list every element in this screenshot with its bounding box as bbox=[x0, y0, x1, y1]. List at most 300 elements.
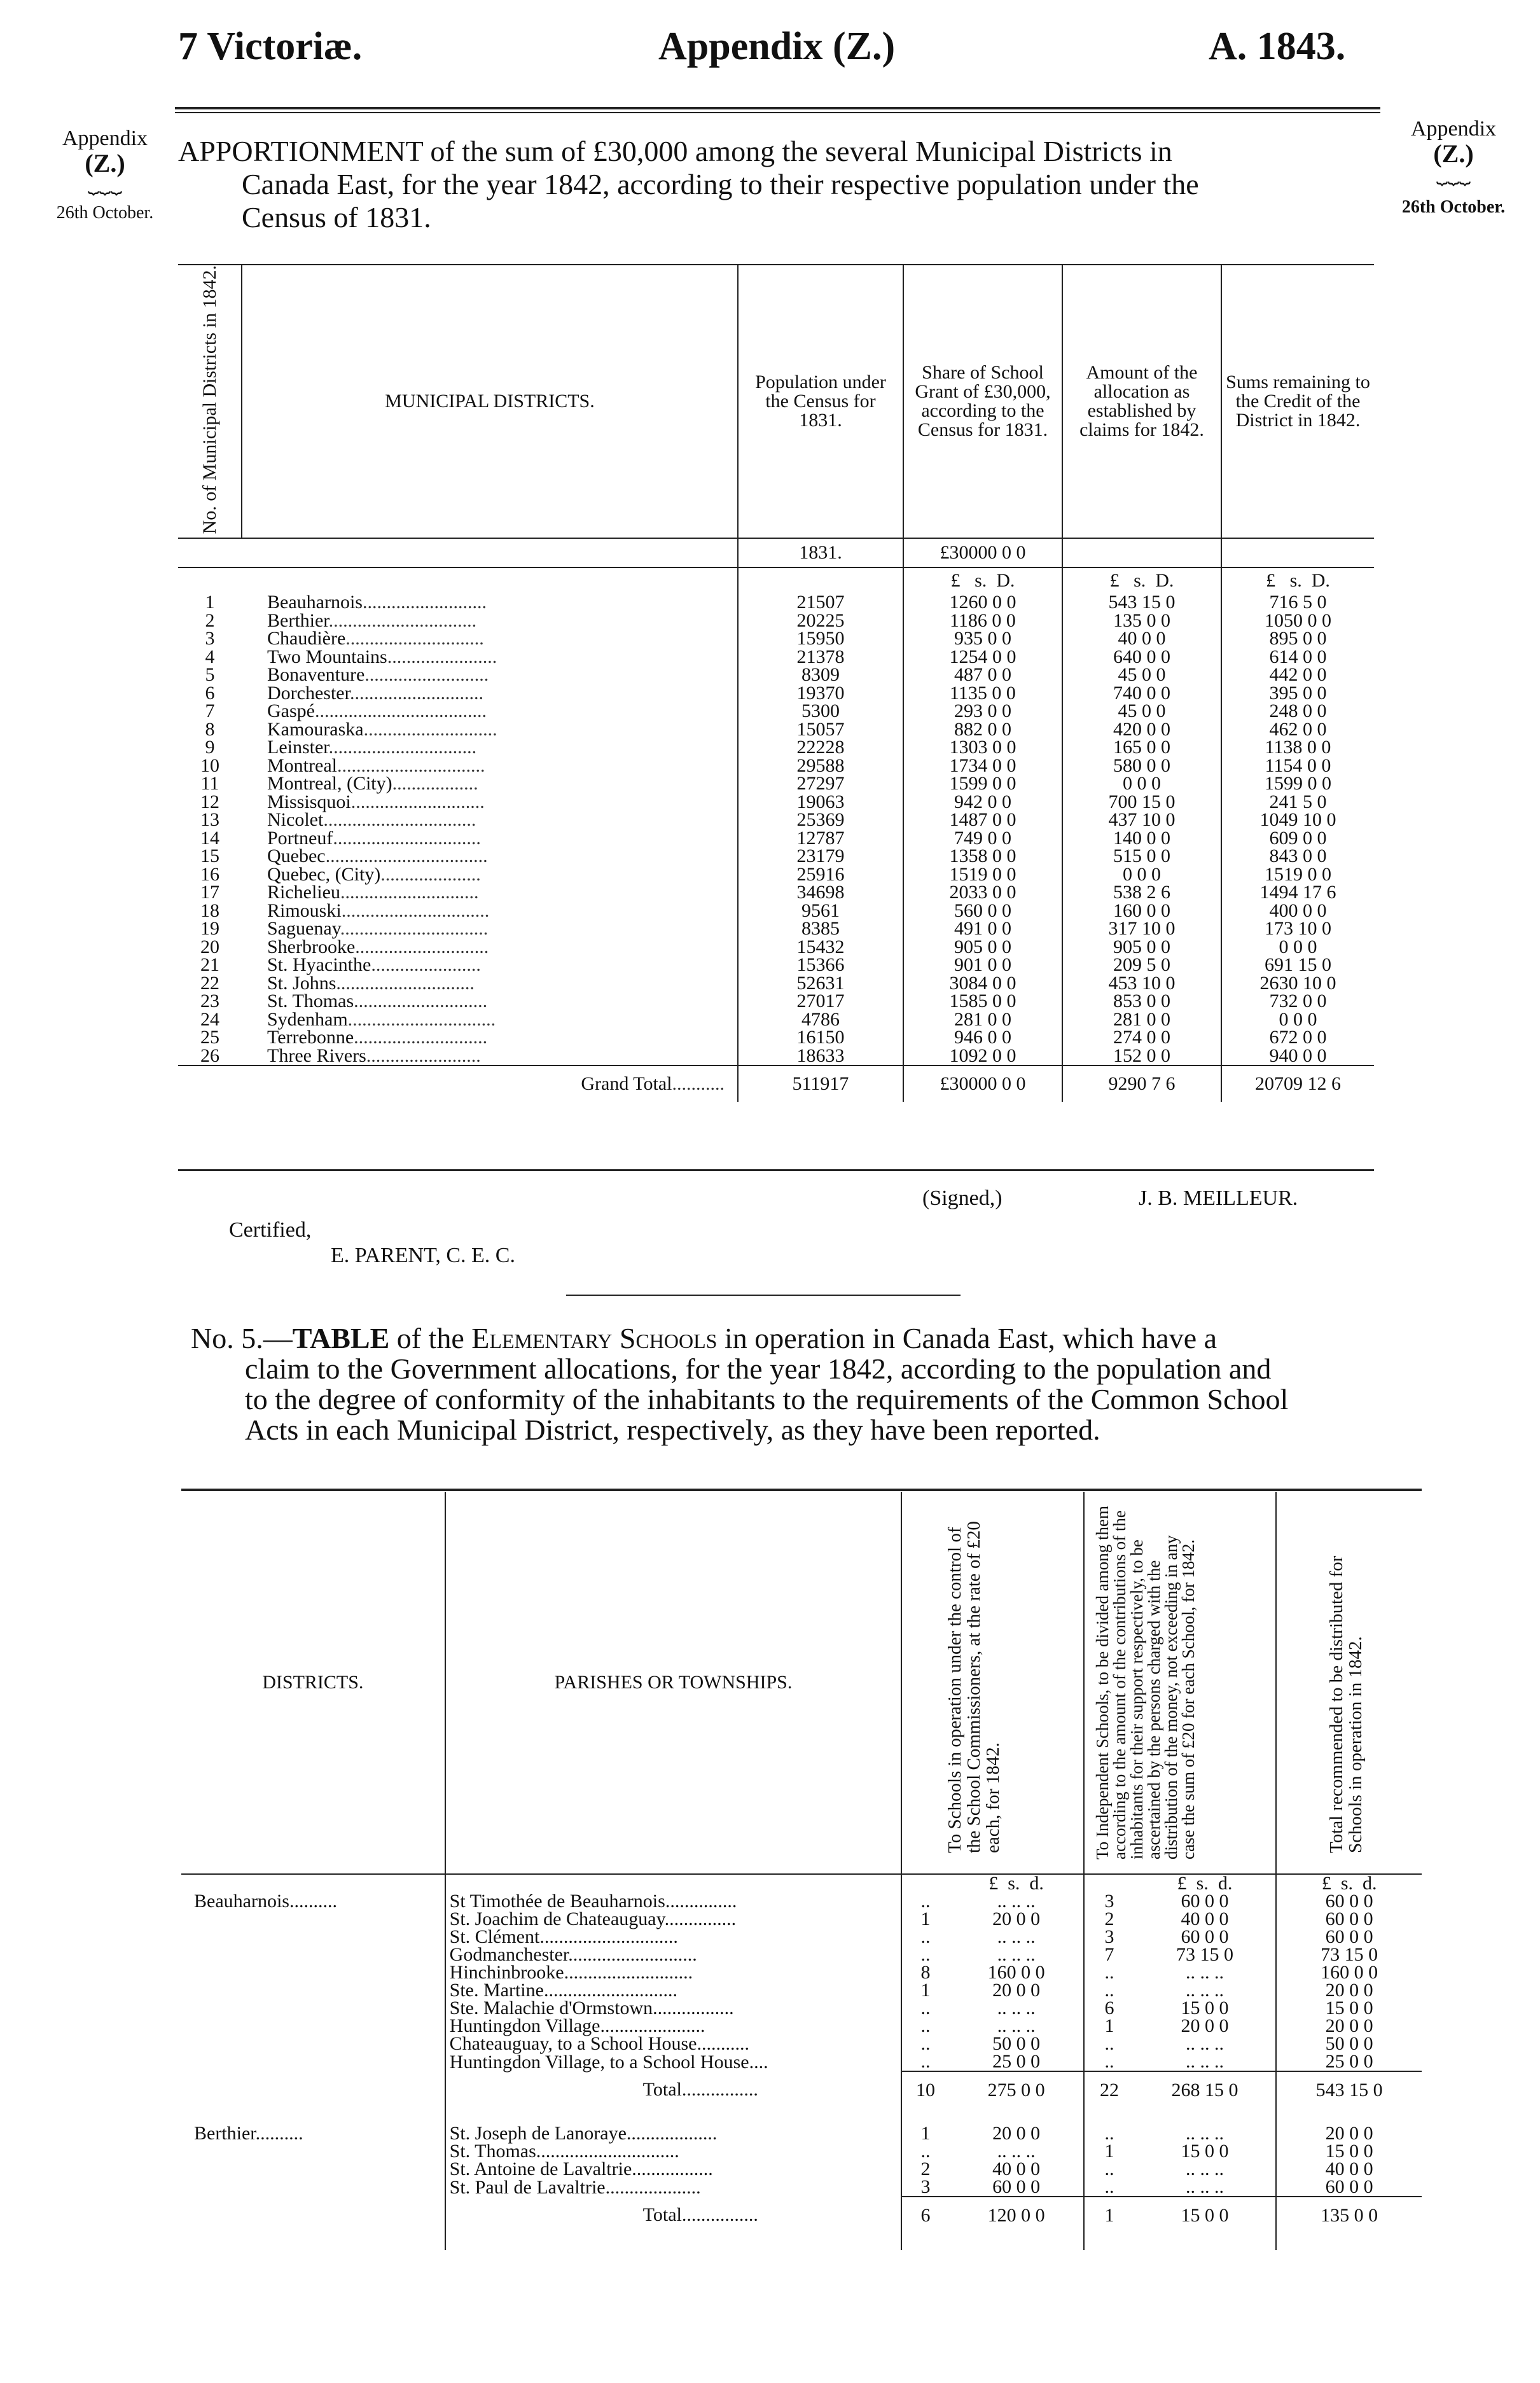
total-independent-count: 1 bbox=[1084, 2197, 1134, 2234]
district-population: 8309 bbox=[738, 666, 903, 684]
district-no: 25 bbox=[200, 1027, 219, 1048]
commissioner-amount: .. .. .. bbox=[997, 1997, 1036, 2018]
district-name: Berthier.......... bbox=[194, 2123, 303, 2144]
district-population: 15366 bbox=[738, 956, 903, 975]
district-amount: 40 0 0 bbox=[1062, 630, 1221, 648]
district-amount: 740 0 0 bbox=[1062, 684, 1221, 703]
commissioner-amount: 160 0 0 bbox=[987, 1962, 1045, 1983]
grand-total-sums: 20709 12 6 bbox=[1221, 1066, 1374, 1102]
independent-count: 7 bbox=[1084, 1946, 1134, 1964]
district-no: 14 bbox=[200, 827, 219, 849]
district-sums: 248 0 0 bbox=[1221, 702, 1374, 721]
district-no: 6 bbox=[205, 682, 215, 704]
district-share: 1135 0 0 bbox=[903, 684, 1062, 703]
district-no: 21 bbox=[200, 954, 219, 976]
district-row bbox=[178, 938, 1374, 957]
total-amount: 160 0 0 bbox=[1276, 1964, 1422, 1982]
total-amount: 20 0 0 bbox=[1276, 2125, 1422, 2143]
total-label: Total................ bbox=[445, 2071, 902, 2108]
signed-label: (Signed,) bbox=[922, 1186, 1002, 1210]
parish-name: St. Thomas.............................. bbox=[445, 2143, 902, 2160]
district-no: 5 bbox=[205, 664, 215, 686]
district-amount: 152 0 0 bbox=[1062, 1047, 1221, 1066]
parish-name: St. Clément............................. bbox=[445, 1928, 902, 1946]
district-no: 16 bbox=[200, 863, 219, 885]
district-cell bbox=[181, 1910, 445, 1928]
district-population: 21507 bbox=[738, 594, 903, 612]
district-sums: 1050 0 0 bbox=[1221, 612, 1374, 630]
col-header-sums: Sums remaining to the Credit of the District in 1842. bbox=[1221, 265, 1374, 538]
district-cell bbox=[181, 2160, 445, 2178]
table5-no: No. 5.— bbox=[191, 1322, 293, 1354]
grand-total-pop: 511917 bbox=[738, 1066, 903, 1102]
commissioner-count: .. bbox=[901, 2017, 948, 2035]
table5-l4: Acts in each Municipal District, respectively, as they have been reported. bbox=[245, 1414, 1100, 1446]
commissioner-count: 3 bbox=[901, 2178, 948, 2197]
district-share: 281 0 0 bbox=[903, 1011, 1062, 1029]
independent-count: 3 bbox=[1084, 1893, 1134, 1910]
district-amount: 45 0 0 bbox=[1062, 702, 1221, 721]
col-header-parishes: PARISHES OR TOWNSHIPS. bbox=[445, 1492, 902, 1874]
district-amount: 0 0 0 bbox=[1062, 775, 1221, 793]
district-sums: 395 0 0 bbox=[1221, 684, 1374, 703]
independent-amount: .. .. .. bbox=[1186, 2176, 1224, 2197]
district-share: 901 0 0 bbox=[903, 956, 1062, 975]
district-no: 2 bbox=[205, 609, 215, 631]
district-population: 19063 bbox=[738, 793, 903, 812]
district-amount: 317 10 0 bbox=[1062, 920, 1221, 938]
spacer-row bbox=[181, 2234, 1422, 2250]
commissioner-count: .. bbox=[901, 1999, 948, 2017]
district-amount: 165 0 0 bbox=[1062, 739, 1221, 757]
district-amount: 453 10 0 bbox=[1062, 975, 1221, 993]
parish-row bbox=[181, 1982, 1422, 1999]
district-row bbox=[178, 630, 1374, 648]
parish-name: Godmanchester........................... bbox=[445, 1946, 902, 1964]
district-no: 9 bbox=[205, 737, 215, 758]
district-cell bbox=[181, 2017, 445, 2035]
lsd-header: £ s. D. bbox=[1062, 567, 1221, 594]
district-population: 5300 bbox=[738, 702, 903, 721]
subhead-share: £30000 0 0 bbox=[903, 538, 1062, 567]
commissioner-amount: 20 0 0 bbox=[992, 1908, 1041, 1929]
independent-count: 3 bbox=[1084, 1928, 1134, 1946]
district-population: 27297 bbox=[738, 775, 903, 793]
district-cell bbox=[181, 1982, 445, 1999]
district-name: Leinster............................... bbox=[267, 737, 477, 758]
col-header-total: Total recommended to be distributed for Schools in operation in 1842. bbox=[1276, 1492, 1422, 1874]
commissioner-amount: 20 0 0 bbox=[992, 1980, 1041, 2001]
parish-name: St. Paul de Lavaltrie.................... bbox=[445, 2178, 902, 2197]
district-sums: 895 0 0 bbox=[1221, 630, 1374, 648]
district-share: 935 0 0 bbox=[903, 630, 1062, 648]
commissioner-amount: .. .. .. bbox=[997, 1944, 1036, 1965]
district-population: 19370 bbox=[738, 684, 903, 703]
parish-row bbox=[181, 1928, 1422, 1946]
district-share: 1358 0 0 bbox=[903, 847, 1062, 866]
commissioner-count: 8 bbox=[901, 1964, 948, 1982]
district-share: 1519 0 0 bbox=[903, 866, 1062, 884]
total-amount: 50 0 0 bbox=[1276, 2035, 1422, 2053]
district-name: Missisquoi............................ bbox=[267, 791, 485, 812]
independent-amount: 15 0 0 bbox=[1181, 2141, 1229, 2162]
district-share: 749 0 0 bbox=[903, 830, 1062, 848]
total-amount: 73 15 0 bbox=[1276, 1946, 1422, 1964]
col-header-districts: DISTRICTS. bbox=[262, 1672, 364, 1693]
district-population: 15057 bbox=[738, 721, 903, 739]
district-population: 12787 bbox=[738, 830, 903, 848]
district-no: 11 bbox=[200, 773, 219, 795]
independent-amount: 73 15 0 bbox=[1176, 1944, 1234, 1965]
parish-row bbox=[181, 1946, 1422, 1964]
district-name: St. Hyacinthe....................... bbox=[267, 954, 481, 976]
commissioner-count: .. bbox=[901, 1928, 948, 1946]
certifier: E. PARENT, C. E. C. bbox=[331, 1244, 515, 1267]
total-amount: 15 0 0 bbox=[1276, 2143, 1422, 2160]
grand-total-label: Grand Total........... bbox=[581, 1073, 725, 1095]
district-no: 7 bbox=[205, 700, 215, 722]
district-sums: 614 0 0 bbox=[1221, 648, 1374, 667]
district-row bbox=[178, 847, 1374, 866]
certified-label: Certified, bbox=[229, 1218, 312, 1242]
district-cell bbox=[181, 2035, 445, 2053]
district-amount: 420 0 0 bbox=[1062, 721, 1221, 739]
subhead-population: 1831. bbox=[738, 538, 903, 567]
district-cell bbox=[181, 1999, 445, 2017]
independent-count: .. bbox=[1084, 2125, 1134, 2143]
district-row bbox=[178, 830, 1374, 848]
district-cell bbox=[181, 2053, 445, 2071]
district-amount: 700 15 0 bbox=[1062, 793, 1221, 812]
district-amount: 640 0 0 bbox=[1062, 648, 1221, 667]
district-name: Rimouski............................... bbox=[267, 900, 490, 921]
district-name: Kamouraska............................ bbox=[267, 718, 497, 740]
district-row bbox=[178, 884, 1374, 902]
parish-name: St. Joseph de Lanoraye................... bbox=[445, 2125, 902, 2143]
district-cell bbox=[181, 2071, 445, 2108]
commissioner-count: .. bbox=[901, 1893, 948, 1910]
district-population: 23179 bbox=[738, 847, 903, 866]
district-share: 942 0 0 bbox=[903, 793, 1062, 812]
district-row bbox=[178, 721, 1374, 739]
district-name: Nicolet................................ bbox=[267, 809, 476, 831]
parish-row bbox=[181, 1964, 1422, 1982]
district-no: 10 bbox=[200, 754, 219, 776]
independent-amount: 20 0 0 bbox=[1181, 2015, 1229, 2036]
district-population: 4786 bbox=[738, 1011, 903, 1029]
independent-count: .. bbox=[1084, 2035, 1134, 2053]
table5-title bbox=[191, 1323, 1412, 1445]
independent-count: 2 bbox=[1084, 1910, 1134, 1928]
district-share: 905 0 0 bbox=[903, 938, 1062, 957]
district-population: 8385 bbox=[738, 920, 903, 938]
independent-amount: .. .. .. bbox=[1186, 1962, 1224, 1983]
commissioner-amount: .. .. .. bbox=[997, 1891, 1036, 1912]
commissioner-count: 1 bbox=[901, 2125, 948, 2143]
district-cell bbox=[181, 1964, 445, 1982]
district-row bbox=[178, 902, 1374, 921]
district-sums: 173 10 0 bbox=[1221, 920, 1374, 938]
district-cell bbox=[181, 2197, 445, 2234]
district-share: 882 0 0 bbox=[903, 721, 1062, 739]
margin-note-date: 26th October. bbox=[1401, 197, 1506, 217]
commissioner-amount: 50 0 0 bbox=[992, 2033, 1041, 2054]
district-cell bbox=[181, 1946, 445, 1964]
commissioner-amount: 60 0 0 bbox=[992, 2176, 1041, 2197]
parish-name: Huntingdon Village...................... bbox=[445, 2017, 902, 2035]
independent-count: .. bbox=[1084, 2053, 1134, 2071]
independent-amount: .. .. .. bbox=[1186, 2033, 1224, 2054]
district-amount: 281 0 0 bbox=[1062, 1011, 1221, 1029]
district-sums: 716 5 0 bbox=[1221, 594, 1374, 612]
district-row bbox=[178, 1029, 1374, 1047]
total-amount: 20 0 0 bbox=[1276, 2017, 1422, 2035]
district-share: 293 0 0 bbox=[903, 702, 1062, 721]
district-name: Three Rivers........................ bbox=[267, 1045, 481, 1066]
independent-amount: 60 0 0 bbox=[1181, 1891, 1229, 1912]
header-rule-thin bbox=[175, 112, 1380, 113]
commissioner-amount: .. .. .. bbox=[997, 2141, 1036, 2162]
independent-amount: 40 0 0 bbox=[1181, 1908, 1229, 1929]
total-amount: 543 15 0 bbox=[1276, 2071, 1422, 2108]
district-name: St. Johns............................. bbox=[267, 972, 475, 994]
district-row bbox=[178, 866, 1374, 884]
district-sums: 691 15 0 bbox=[1221, 956, 1374, 975]
district-name: Montreal, (City).................. bbox=[267, 773, 478, 795]
margin-note-left bbox=[41, 127, 169, 223]
col-header-no: No. of Municipal Districts in 1842. bbox=[198, 265, 220, 534]
col-header-commissioners: To Schools in operation under the control of the School Commissioners, at the rate of £20 each, for 1842. bbox=[901, 1492, 1084, 1874]
district-population: 21378 bbox=[738, 648, 903, 667]
table5-top-rule bbox=[181, 1489, 1422, 1491]
col-header-amount: Amount of the allocation as established by claims for 1842. bbox=[1062, 265, 1221, 538]
district-row bbox=[178, 811, 1374, 830]
signatory: J. B. MEILLEUR. bbox=[1139, 1186, 1298, 1210]
district-share: 560 0 0 bbox=[903, 902, 1062, 921]
section-divider bbox=[566, 1295, 961, 1296]
district-name: Portneuf............................... bbox=[267, 827, 481, 849]
parish-row bbox=[181, 2143, 1422, 2160]
parish-row bbox=[181, 1910, 1422, 1928]
district-row bbox=[178, 956, 1374, 975]
district-population: 52631 bbox=[738, 975, 903, 993]
table1-bottom-rule bbox=[178, 1169, 1374, 1171]
parish-row bbox=[181, 1999, 1422, 2017]
district-share: 1734 0 0 bbox=[903, 757, 1062, 775]
lsd-header: £ s. D. bbox=[1221, 567, 1374, 594]
district-amount: 274 0 0 bbox=[1062, 1029, 1221, 1047]
total-commissioner-amount: 120 0 0 bbox=[949, 2197, 1085, 2234]
col-header-independent: To Independent Schools, to be divided among them according to the amount of the contributions of the inhabitants for their support respectively, to be ascertained by the persons charged with the distribution of the money, not exceeding in any case the sum of £20 for each School, for 1842. bbox=[1084, 1492, 1276, 1874]
district-name: Sydenham............................... bbox=[267, 1008, 496, 1030]
district-row bbox=[178, 612, 1374, 630]
district-row bbox=[178, 666, 1374, 684]
total-amount: 60 0 0 bbox=[1276, 1910, 1422, 1928]
district-no: 18 bbox=[200, 900, 219, 921]
district-no: 26 bbox=[200, 1045, 219, 1066]
commissioner-count: .. bbox=[901, 2143, 948, 2160]
district-population: 29588 bbox=[738, 757, 903, 775]
header-left: 7 Victoriæ. bbox=[178, 25, 363, 68]
district-no: 24 bbox=[200, 1008, 219, 1030]
district-amount: 135 0 0 bbox=[1062, 612, 1221, 630]
district-no: 1 bbox=[205, 592, 215, 613]
district-name: Two Mountains....................... bbox=[267, 646, 497, 667]
total-amount: 15 0 0 bbox=[1276, 1999, 1422, 2017]
district-share: 1092 0 0 bbox=[903, 1047, 1062, 1066]
independent-count: .. bbox=[1084, 2160, 1134, 2178]
commissioner-count: 1 bbox=[901, 1982, 948, 1999]
district-amount: 905 0 0 bbox=[1062, 938, 1221, 957]
district-population: 18633 bbox=[738, 1047, 903, 1066]
district-sums: 940 0 0 bbox=[1221, 1047, 1374, 1066]
spacer-row bbox=[181, 2108, 1422, 2125]
independent-amount: 15 0 0 bbox=[1181, 1997, 1229, 2018]
district-no: 15 bbox=[200, 845, 219, 867]
commissioner-amount: 20 0 0 bbox=[992, 2123, 1041, 2144]
district-name: Quebec.................................. bbox=[267, 845, 488, 867]
parish-name: Ste. Martine............................ bbox=[445, 1982, 902, 1999]
district-sums: 1049 10 0 bbox=[1221, 811, 1374, 830]
elementary-schools-table bbox=[181, 1492, 1422, 2250]
independent-count: .. bbox=[1084, 1982, 1134, 1999]
district-sums: 241 5 0 bbox=[1221, 793, 1374, 812]
district-share: 491 0 0 bbox=[903, 920, 1062, 938]
district-row bbox=[178, 648, 1374, 667]
group-total-row bbox=[181, 2197, 1422, 2234]
district-row bbox=[178, 975, 1374, 993]
parish-row bbox=[181, 1893, 1422, 1910]
district-sums: 400 0 0 bbox=[1221, 902, 1374, 921]
district-amount: 538 2 6 bbox=[1062, 884, 1221, 902]
district-name: Quebec, (City)..................... bbox=[267, 863, 481, 885]
district-row bbox=[178, 992, 1374, 1011]
district-no: 3 bbox=[205, 628, 215, 650]
district-sums: 1138 0 0 bbox=[1221, 739, 1374, 757]
district-amount: 543 15 0 bbox=[1062, 594, 1221, 612]
district-sums: 0 0 0 bbox=[1221, 938, 1374, 957]
commissioner-count: 1 bbox=[901, 1910, 948, 1928]
lsd-header: £ s. d. bbox=[1276, 1874, 1422, 1893]
lsd-header: £ s. d. bbox=[989, 1873, 1044, 1894]
independent-count: 6 bbox=[1084, 1999, 1134, 2017]
commissioner-amount: 40 0 0 bbox=[992, 2158, 1041, 2179]
district-name: Dorchester............................ bbox=[267, 682, 483, 704]
district-cell bbox=[181, 2143, 445, 2160]
district-sums: 609 0 0 bbox=[1221, 830, 1374, 848]
grand-total-share: £30000 0 0 bbox=[903, 1066, 1062, 1102]
district-amount: 209 5 0 bbox=[1062, 956, 1221, 975]
district-share: 1260 0 0 bbox=[903, 594, 1062, 612]
table5-caps: TABLE bbox=[292, 1322, 390, 1354]
district-row bbox=[178, 594, 1374, 612]
district-sums: 1154 0 0 bbox=[1221, 757, 1374, 775]
margin-note-appendix: Appendix bbox=[62, 127, 148, 150]
district-population: 15432 bbox=[738, 938, 903, 957]
district-sums: 462 0 0 bbox=[1221, 721, 1374, 739]
district-share: 1303 0 0 bbox=[903, 739, 1062, 757]
district-sums: 442 0 0 bbox=[1221, 666, 1374, 684]
total-amount: 25 0 0 bbox=[1276, 2053, 1422, 2071]
independent-amount: .. .. .. bbox=[1186, 1980, 1224, 2001]
total-commissioner-amount: 275 0 0 bbox=[949, 2071, 1085, 2108]
title-line2: Canada East, for the year 1842, according to their respective population under the bbox=[242, 168, 1199, 200]
independent-amount: .. .. .. bbox=[1186, 2123, 1224, 2144]
district-name: Terrebonne............................ bbox=[267, 1027, 488, 1048]
district-population: 22228 bbox=[738, 739, 903, 757]
district-population: 16150 bbox=[738, 1029, 903, 1047]
district-name: Saguenay............................... bbox=[267, 918, 489, 940]
independent-count: .. bbox=[1084, 2178, 1134, 2197]
parish-row bbox=[181, 2178, 1422, 2197]
total-independent-amount: 268 15 0 bbox=[1134, 2071, 1277, 2108]
district-name: Bonaventure.......................... bbox=[267, 664, 489, 686]
grand-total-amount: 9290 7 6 bbox=[1062, 1066, 1221, 1102]
district-row bbox=[178, 702, 1374, 721]
district-amount: 515 0 0 bbox=[1062, 847, 1221, 866]
parish-row bbox=[181, 2160, 1422, 2178]
district-population: 27017 bbox=[738, 992, 903, 1011]
district-population: 20225 bbox=[738, 612, 903, 630]
independent-amount: 60 0 0 bbox=[1181, 1926, 1229, 1947]
commissioner-count: .. bbox=[901, 2053, 948, 2071]
district-amount: 0 0 0 bbox=[1062, 866, 1221, 884]
col-header-population: Population under the Census for 1831. bbox=[738, 265, 903, 538]
table5-l2: claim to the Government allocations, for the year 1842, according to the population and bbox=[245, 1352, 1272, 1385]
district-no: 17 bbox=[200, 882, 219, 903]
district-sums: 732 0 0 bbox=[1221, 992, 1374, 1011]
district-share: 1487 0 0 bbox=[903, 811, 1062, 830]
district-population: 9561 bbox=[738, 902, 903, 921]
district-share: 2033 0 0 bbox=[903, 884, 1062, 902]
total-amount: 60 0 0 bbox=[1276, 2178, 1422, 2197]
independent-count: 1 bbox=[1084, 2143, 1134, 2160]
parish-row bbox=[181, 2053, 1422, 2071]
commissioner-count: 2 bbox=[901, 2160, 948, 2178]
district-sums: 2630 10 0 bbox=[1221, 975, 1374, 993]
col-header-share: Share of School Grant of £30,000, according to the Census for 1831. bbox=[903, 265, 1062, 538]
district-no: 13 bbox=[200, 809, 219, 831]
district-share: 1585 0 0 bbox=[903, 992, 1062, 1011]
district-name: Beauharnois.......... bbox=[194, 1891, 337, 1912]
group-total-row bbox=[181, 2071, 1422, 2108]
district-row bbox=[178, 775, 1374, 793]
district-share: 1186 0 0 bbox=[903, 612, 1062, 630]
margin-note-date: 26th October. bbox=[56, 203, 154, 223]
district-amount: 160 0 0 bbox=[1062, 902, 1221, 921]
apportionment-title bbox=[178, 135, 1399, 234]
table5-l3: to the degree of conformity of the inhabitants to the requirements of the Common School bbox=[245, 1383, 1289, 1415]
parish-row bbox=[181, 2125, 1422, 2143]
commissioner-count: .. bbox=[901, 2035, 948, 2053]
total-amount: 40 0 0 bbox=[1276, 2160, 1422, 2178]
table5-l1b: Elementary Schools bbox=[471, 1322, 718, 1354]
total-amount: 60 0 0 bbox=[1276, 1928, 1422, 1946]
brace-icon: ⏟⏟⏟ bbox=[88, 173, 122, 194]
parish-name: Hinchinbrooke........................... bbox=[445, 1964, 902, 1982]
parish-name: Chateauguay, to a School House........... bbox=[445, 2035, 902, 2053]
district-name: Montreal............................... bbox=[267, 754, 485, 776]
margin-note-appendix: Appendix bbox=[1410, 117, 1497, 141]
parish-name: Huntingdon Village, to a School House.... bbox=[445, 2053, 902, 2071]
district-no: 22 bbox=[200, 972, 219, 994]
district-name: St. Thomas............................ bbox=[267, 990, 488, 1012]
district-share: 3084 0 0 bbox=[903, 975, 1062, 993]
total-amount: 60 0 0 bbox=[1276, 1893, 1422, 1910]
district-share: 1599 0 0 bbox=[903, 775, 1062, 793]
district-cell bbox=[181, 2178, 445, 2197]
total-amount: 135 0 0 bbox=[1276, 2197, 1422, 2234]
